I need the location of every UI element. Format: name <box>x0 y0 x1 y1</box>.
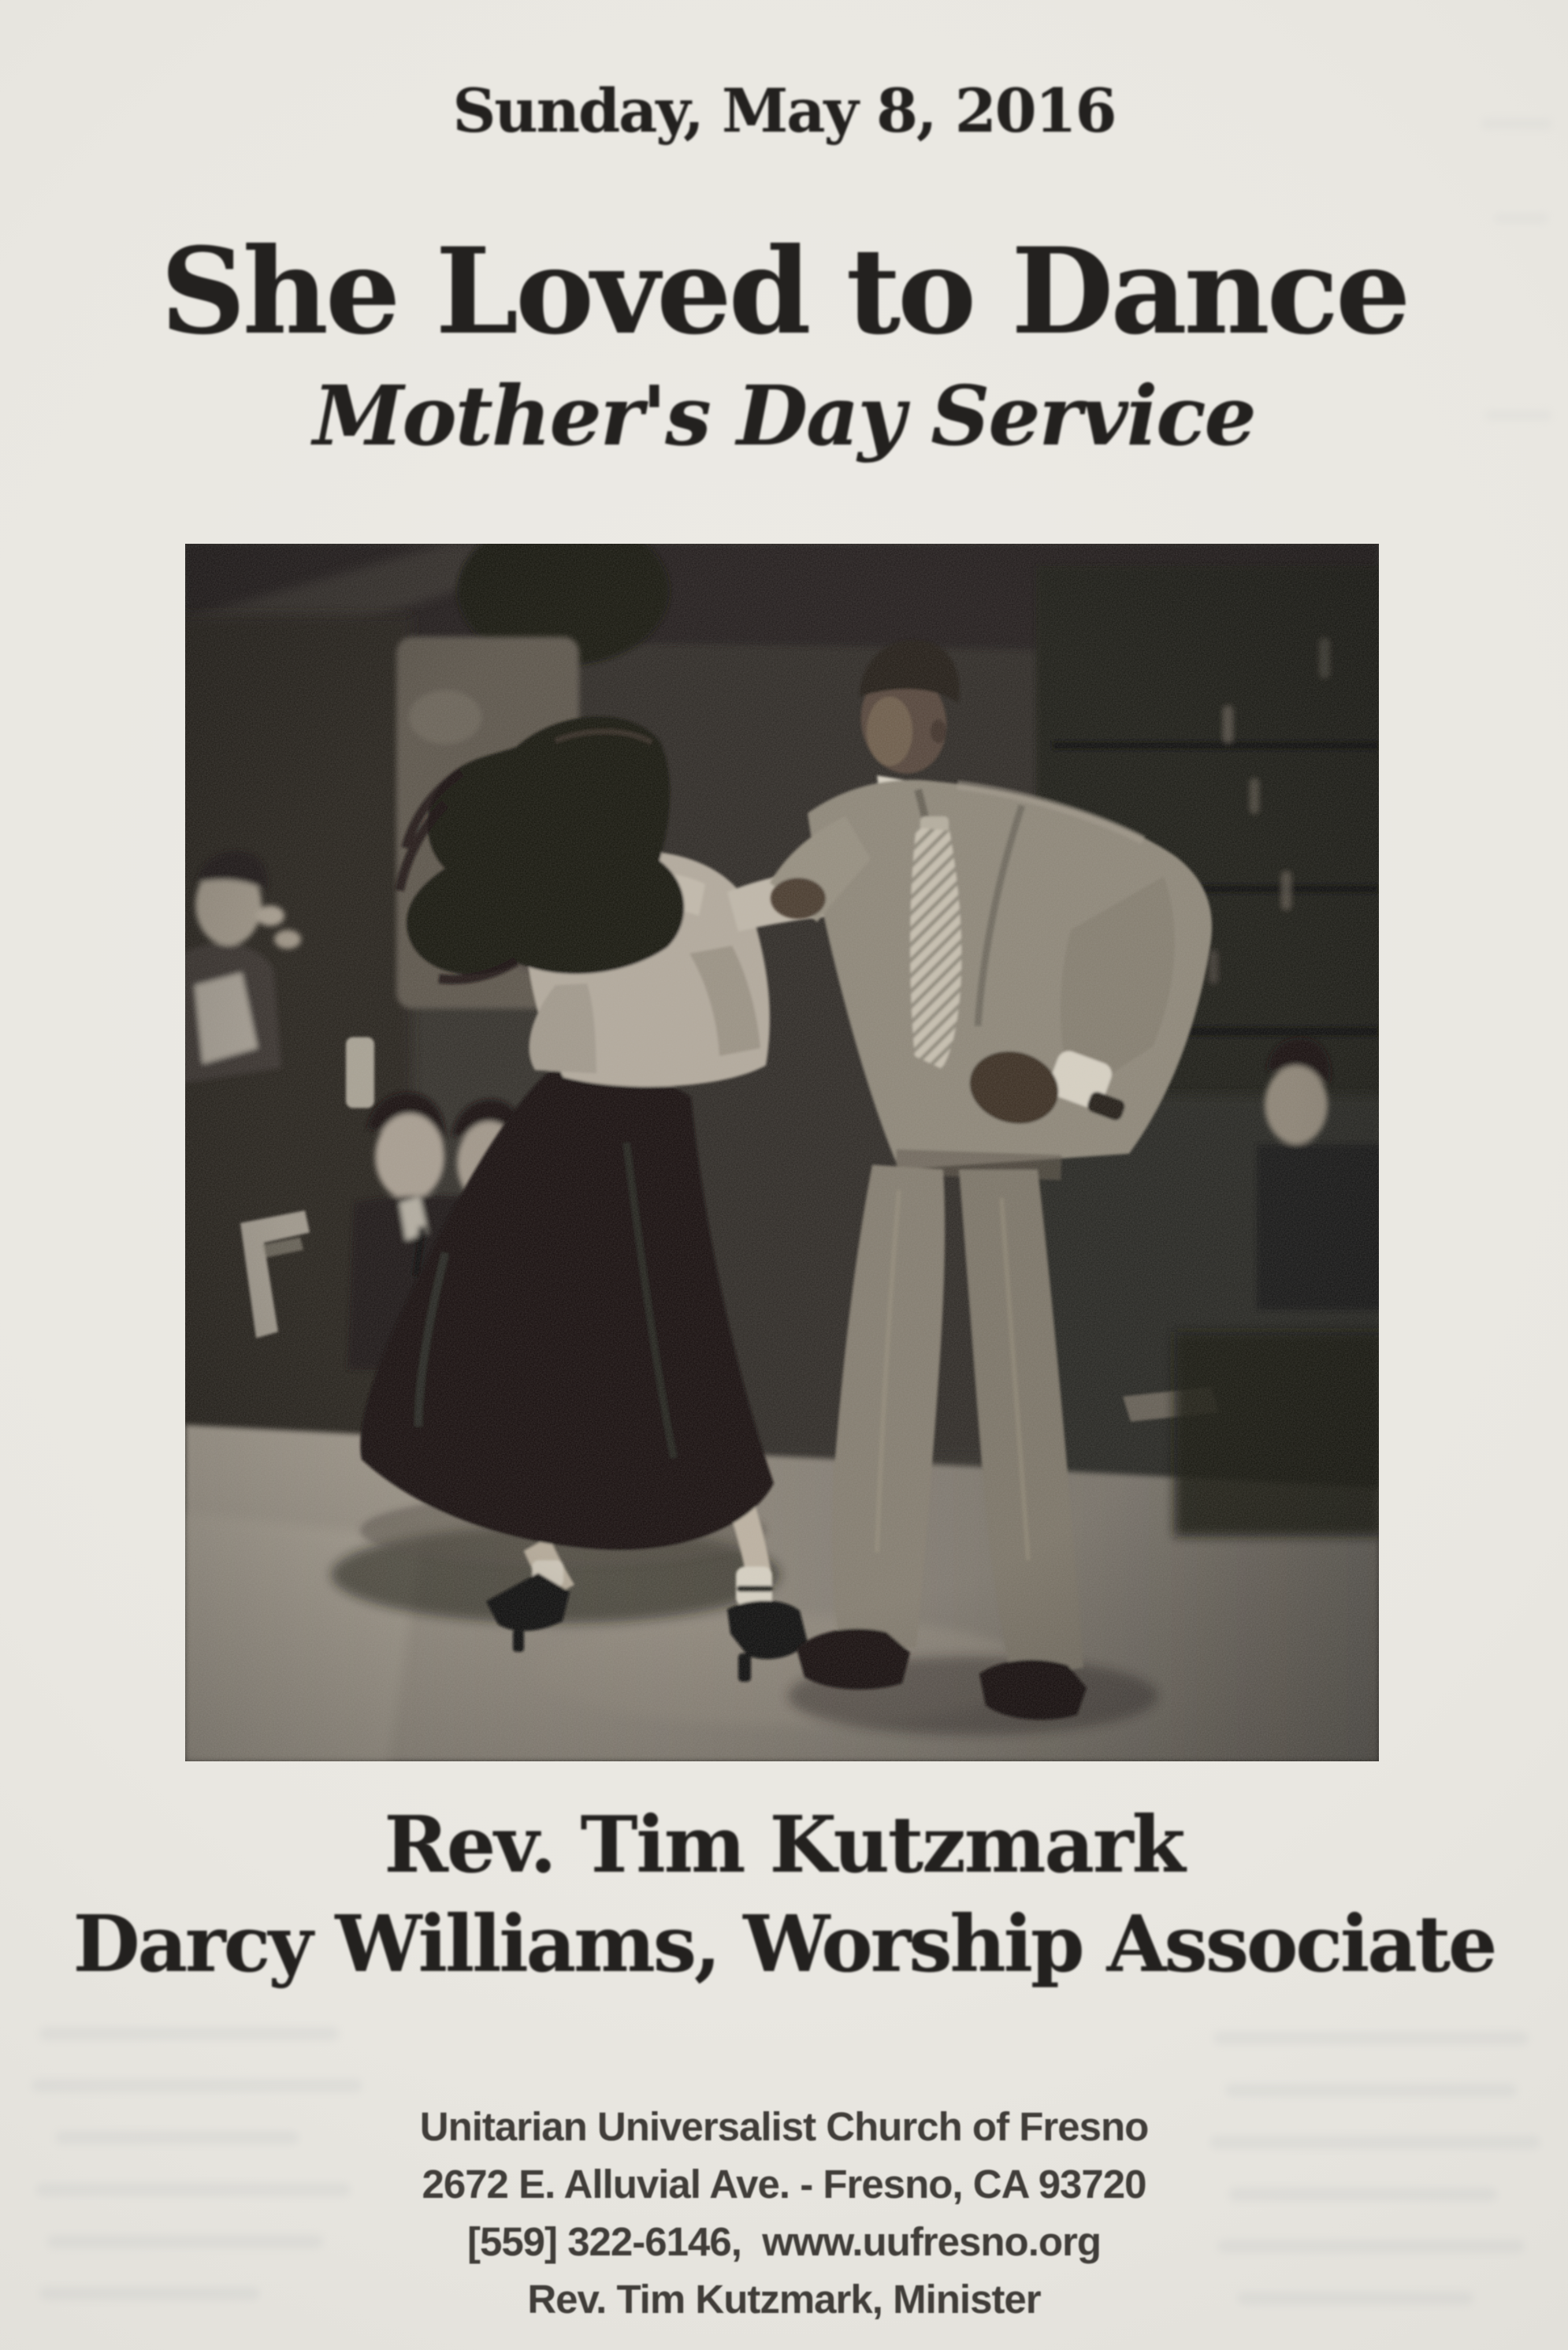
bleedthrough-line <box>1225 2084 1517 2097</box>
service-title: She Loved to Dance <box>160 222 1408 361</box>
church-name: Unitarian Universalist Church of Fresno <box>419 2104 1149 2149</box>
leader-name-worship-associate: Darcy Williams, Worship Associate <box>72 1899 1496 1990</box>
service-subtitle: Mother's Day Service <box>313 367 1255 464</box>
leader-name-minister: Rev. Tim Kutzmark <box>384 1800 1184 1891</box>
dance-photo <box>185 544 1379 1761</box>
church-address: 2672 E. Alluvial Ave. - Fresno, CA 93720 <box>422 2162 1146 2207</box>
bleedthrough-line <box>47 2235 323 2248</box>
bleedthrough-line <box>1237 2292 1473 2305</box>
church-minister: Rev. Tim Kutzmark, Minister <box>527 2277 1041 2322</box>
bleedthrough-line <box>1209 2136 1540 2149</box>
bleedthrough-line <box>32 2079 362 2092</box>
bleedthrough-line <box>55 2131 299 2144</box>
bleedthrough-line <box>1229 2188 1497 2201</box>
bleedthrough-line <box>39 2287 260 2300</box>
church-phone-website: [559] 322-6146, www.uufresno.org <box>466 2219 1102 2264</box>
service-date: Sunday, May 8, 2016 <box>452 76 1116 146</box>
bleedthrough-line <box>1217 2240 1525 2253</box>
bleedthrough-line <box>35 2183 351 2196</box>
bleedthrough-line <box>39 2027 339 2040</box>
bleedthrough-line <box>1213 2032 1529 2045</box>
